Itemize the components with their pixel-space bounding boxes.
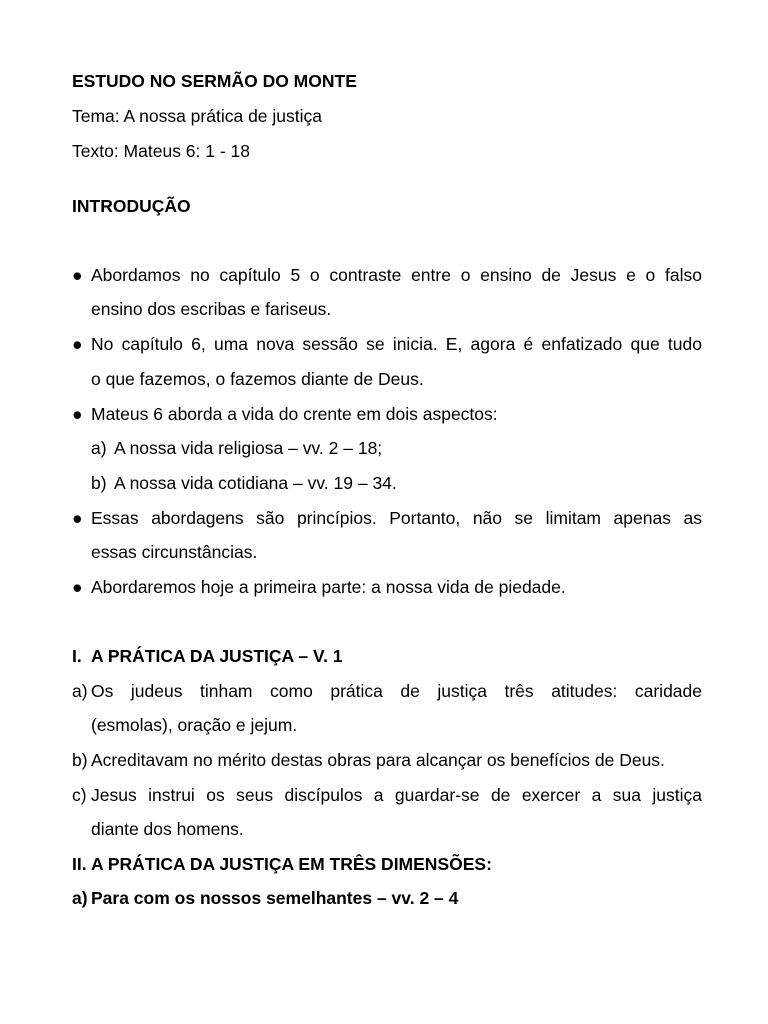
- section-2-item-a-text: Para com os nossos semelhantes – vv. 2 – 4: [91, 888, 459, 908]
- bullet-3-sub-a-marker: a): [91, 438, 107, 458]
- bullet-symbol: ●: [72, 404, 83, 424]
- section-1-item-a-marker: a): [72, 681, 88, 701]
- bullet-symbol: ●: [72, 334, 83, 354]
- bullet-3-sub-b-marker: b): [91, 473, 107, 493]
- section-1-item-c-line-1: Jesus instrui os seus discípulos a guardar-se de exercer a sua justiça: [91, 785, 702, 805]
- bullet-symbol: ●: [72, 265, 83, 285]
- section-1-item-a-line-2: (esmolas), oração e jejum.: [91, 715, 298, 735]
- bullet-3-sub-b-text: A nossa vida cotidiana – vv. 19 – 34.: [114, 473, 397, 493]
- introduction-heading: INTRODUÇÃO: [72, 196, 191, 216]
- section-1-heading: A PRÁTICA DA JUSTIÇA – V. 1: [91, 646, 343, 666]
- section-1-marker: I.: [72, 646, 82, 666]
- section-1-item-a-line-1: Os judeus tinham como prática de justiça três atitudes: caridade: [91, 681, 702, 701]
- bullet-1-line-1: Abordamos no capítulo 5 o contraste entre o ensino de Jesus e o falso: [91, 265, 702, 285]
- document-title: ESTUDO NO SERMÃO DO MONTE: [72, 71, 357, 91]
- bullet-symbol: ●: [72, 577, 83, 597]
- section-1-item-b-text: Acreditavam no mérito destas obras para alcançar os benefícios de Deus.: [91, 750, 665, 770]
- section-2-item-a-marker: a): [72, 888, 88, 908]
- bullet-1-line-2: ensino dos escribas e fariseus.: [91, 299, 332, 319]
- bullet-3-sub-a-text: A nossa vida religiosa – vv. 2 – 18;: [114, 438, 383, 458]
- section-1-item-c-marker: c): [72, 785, 87, 805]
- bullet-4-line-2: essas circunstâncias.: [91, 542, 258, 562]
- section-2-heading: A PRÁTICA DA JUSTIÇA EM TRÊS DIMENSÕES:: [91, 854, 492, 874]
- bullet-5-text: Abordaremos hoje a primeira parte: a nossa vida de piedade.: [91, 577, 566, 597]
- text-reference-line: Texto: Mateus 6: 1 - 18: [72, 141, 251, 161]
- bullet-4-line-1: Essas abordagens são princípios. Portanto, não se limitam apenas as: [91, 508, 702, 528]
- bullet-symbol: ●: [72, 508, 83, 528]
- section-2-marker: II.: [72, 854, 87, 874]
- theme-line: Tema: A nossa prática de justiça: [72, 106, 322, 126]
- bullet-2-line-1: No capítulo 6, uma nova sessão se inicia. E, agora é enfatizado que tudo: [91, 334, 702, 354]
- section-1-item-c-line-2: diante dos homens.: [91, 819, 244, 839]
- section-1-item-b-marker: b): [72, 750, 88, 770]
- bullet-2-line-2: o que fazemos, o fazemos diante de Deus.: [91, 369, 424, 389]
- bullet-3-text: Mateus 6 aborda a vida do crente em dois aspectos:: [91, 404, 498, 424]
